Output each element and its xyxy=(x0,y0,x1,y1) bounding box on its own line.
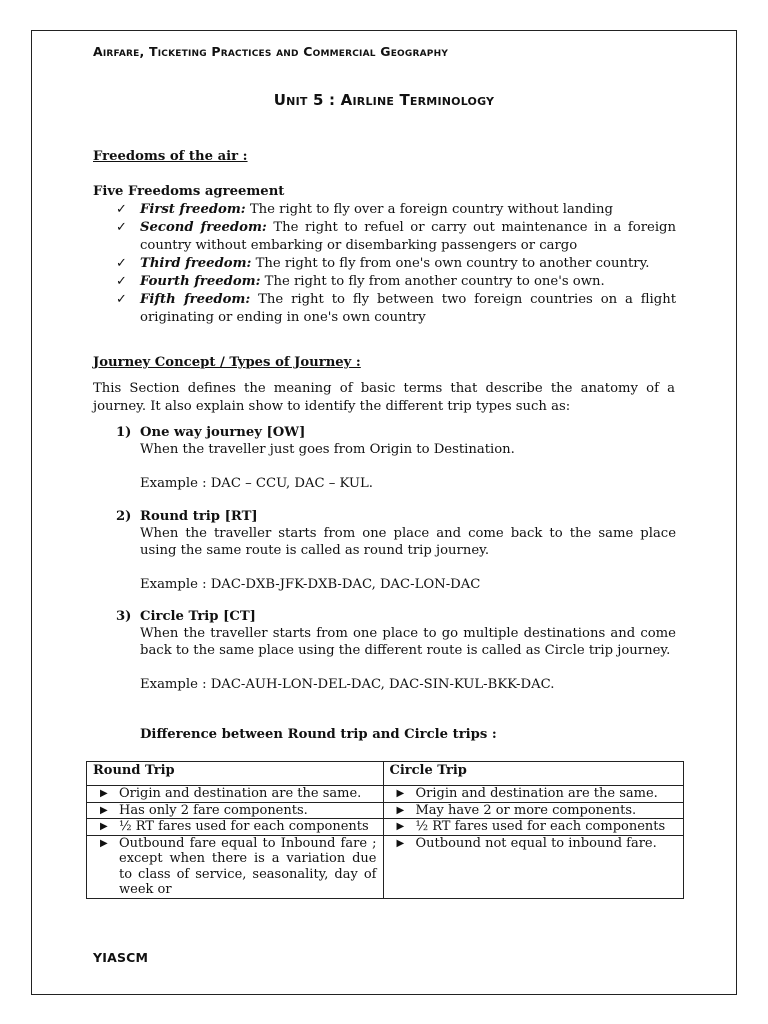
table-row xyxy=(87,819,684,836)
freedoms-subheading: Five Freedoms agreement xyxy=(93,184,285,199)
journey-number: 2) xyxy=(116,509,132,524)
freedom-name: Fifth freedom: xyxy=(140,292,251,307)
freedoms-heading: Freedoms of the air : xyxy=(93,149,248,164)
checkmark-icon: ✓ xyxy=(116,292,128,307)
freedom-item xyxy=(116,273,676,291)
freedom-text: The right to refuel or carry out maintenance in a foreign country without embarking or disembarking passengers or cargo xyxy=(140,220,676,253)
column-header: Round Trip xyxy=(87,762,384,786)
table-cell: ▶ ½ RT fares used for each components xyxy=(87,819,384,836)
journey-desc: When the traveller just goes from Origin to Destination. xyxy=(140,442,515,457)
freedom-name: First freedom: xyxy=(140,202,246,217)
table-row xyxy=(87,835,684,898)
comparison-table xyxy=(86,761,684,899)
journey-type xyxy=(116,424,676,492)
journey-number: 1) xyxy=(116,425,132,440)
table-cell: ▶ Origin and destination are the same. xyxy=(383,786,684,803)
table-cell: ▶ Outbound not equal to inbound fare. xyxy=(383,835,684,898)
journey-label: Circle Trip [CT] xyxy=(140,609,256,624)
journey-type xyxy=(116,508,676,593)
journey-intro: This Section defines the meaning of basic terms that describe the anatomy of a journey. It also explain show to identify the different trip types such as: xyxy=(93,381,675,414)
checkmark-icon: ✓ xyxy=(116,256,128,271)
freedom-item xyxy=(116,219,676,255)
journey-desc: When the traveller starts from one place to go multiple destinations and come back to the same place using the different route is called as Circle trip journey. xyxy=(140,626,676,658)
freedom-name: Third freedom: xyxy=(140,256,252,271)
freedom-text: The right to fly between two foreign countries on a flight originating or ending in one's own country xyxy=(140,292,676,325)
running-header: Airfare, Ticketing Practices and Commercial Geography xyxy=(93,44,449,59)
arrow-bullet-icon: ▶ xyxy=(100,821,108,832)
page-footer: YIASCM xyxy=(93,950,149,965)
table-header-row xyxy=(87,762,684,786)
freedom-text: The right to fly from another country to one's own. xyxy=(260,274,605,289)
arrow-bullet-icon: ▶ xyxy=(396,804,405,816)
freedom-item xyxy=(116,255,676,273)
journey-example: Example : DAC – CCU, DAC – KUL. xyxy=(140,476,373,491)
checkmark-icon: ✓ xyxy=(116,274,128,289)
freedom-item xyxy=(116,201,676,219)
table-row xyxy=(87,802,684,819)
unit-title: Unit 5 : Airline Terminology xyxy=(273,91,495,109)
journey-label: Round trip [RT] xyxy=(140,509,258,524)
arrow-bullet-icon: ▶ xyxy=(396,821,405,832)
arrow-bullet-icon: ▶ xyxy=(100,804,108,816)
journey-example: Example : DAC-DXB-JFK-DXB-DAC, DAC-LON-DAC xyxy=(140,577,481,592)
arrow-bullet-icon: ▶ xyxy=(396,837,405,849)
arrow-bullet-icon: ▶ xyxy=(396,788,405,799)
freedom-name: Fourth freedom: xyxy=(140,274,261,289)
freedom-text: The right to fly from one's own country to another country. xyxy=(251,256,650,271)
table-cell: ▶ Outbound fare equal to Inbound fare ; except when there is a variation due to class of service, seasonality, day of week or xyxy=(87,835,384,898)
journey-desc: When the traveller starts from one place and come back to the same place using the same route is called as round trip journey. xyxy=(140,526,676,558)
column-header: Circle Trip xyxy=(383,762,684,786)
checkmark-icon: ✓ xyxy=(116,220,128,235)
arrow-bullet-icon: ▶ xyxy=(100,837,108,849)
table-cell: ▶ Has only 2 fare components. xyxy=(87,802,384,819)
table-cell: ▶ May have 2 or more components. xyxy=(383,802,684,819)
freedom-item xyxy=(116,291,676,327)
journey-example: Example : DAC-AUH-LON-DEL-DAC, DAC-SIN-KUL-BKK-DAC. xyxy=(140,677,555,692)
journey-type xyxy=(116,608,676,693)
table-row xyxy=(87,786,684,803)
journey-label: One way journey [OW] xyxy=(140,425,306,440)
difference-heading: Difference between Round trip and Circle trips : xyxy=(140,727,497,742)
freedom-text: The right to fly over a foreign country without landing xyxy=(245,202,613,217)
journey-heading: Journey Concept / Types of Journey : xyxy=(93,355,361,370)
table-cell: ▶ ½ RT fares used for each components xyxy=(383,819,684,836)
checkmark-icon: ✓ xyxy=(116,202,128,217)
journey-number: 3) xyxy=(116,609,132,624)
arrow-bullet-icon: ▶ xyxy=(100,788,108,799)
table-cell: ▶ Origin and destination are the same. xyxy=(87,786,384,803)
freedom-name: Second freedom: xyxy=(140,220,267,235)
